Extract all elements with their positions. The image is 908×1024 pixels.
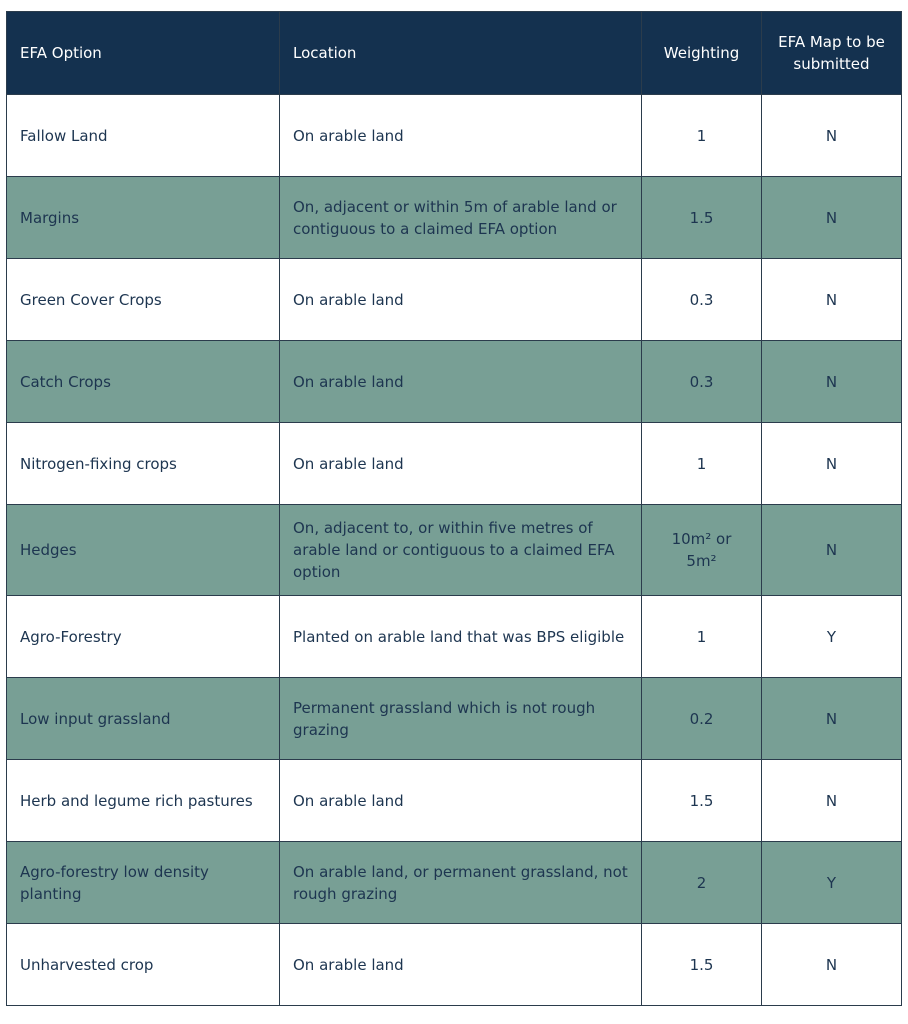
map-cell: N (762, 423, 902, 505)
weighting-cell: 1 (642, 95, 762, 177)
map-cell: N (762, 95, 902, 177)
option-cell: Agro-Forestry (7, 596, 280, 678)
map-cell: N (762, 678, 902, 760)
location-cell: On arable land (280, 924, 642, 1006)
map-cell: N (762, 505, 902, 596)
table-row (7, 259, 902, 341)
weighting-cell: 0.3 (642, 341, 762, 423)
location-cell: On arable land (280, 95, 642, 177)
table-row (7, 760, 902, 842)
header-location: Location (280, 12, 642, 95)
header-row (7, 12, 902, 95)
location-cell: On arable land (280, 423, 642, 505)
option-cell: Agro-forestry low density planting (7, 842, 280, 924)
option-cell: Hedges (7, 505, 280, 596)
weighting-cell: 0.2 (642, 678, 762, 760)
weighting-cell: 2 (642, 842, 762, 924)
location-cell: On arable land (280, 259, 642, 341)
map-cell: N (762, 177, 902, 259)
location-cell: Permanent grassland which is not rough grazing (280, 678, 642, 760)
weighting-cell: 1.5 (642, 924, 762, 1006)
weighting-cell: 1.5 (642, 177, 762, 259)
location-cell: On, adjacent or within 5m of arable land or contiguous to a claimed EFA option (280, 177, 642, 259)
table-row (7, 505, 902, 596)
table-row (7, 924, 902, 1006)
option-cell: Unharvested crop (7, 924, 280, 1006)
map-cell: N (762, 760, 902, 842)
option-cell: Low input grassland (7, 678, 280, 760)
option-cell: Catch Crops (7, 341, 280, 423)
table-body (7, 95, 902, 1006)
location-cell: On, adjacent to, or within five metres of arable land or contiguous to a claimed EFA option (280, 505, 642, 596)
table-row (7, 423, 902, 505)
table-row (7, 341, 902, 423)
map-cell: N (762, 924, 902, 1006)
efa-options-table (6, 11, 902, 1006)
header-efa-map: EFA Map to be submitted (762, 12, 902, 95)
option-cell: Herb and legume rich pastures (7, 760, 280, 842)
weighting-cell: 10m² or 5m² (642, 505, 762, 596)
map-cell: Y (762, 842, 902, 924)
map-cell: N (762, 259, 902, 341)
location-cell: On arable land, or permanent grassland, not rough grazing (280, 842, 642, 924)
weighting-cell: 1 (642, 423, 762, 505)
table-row (7, 177, 902, 259)
table-row (7, 596, 902, 678)
weighting-cell: 1.5 (642, 760, 762, 842)
option-cell: Fallow Land (7, 95, 280, 177)
map-cell: Y (762, 596, 902, 678)
header-weighting: Weighting (642, 12, 762, 95)
weighting-cell: 0.3 (642, 259, 762, 341)
weighting-cell: 1 (642, 596, 762, 678)
option-cell: Margins (7, 177, 280, 259)
table-row (7, 678, 902, 760)
location-cell: Planted on arable land that was BPS eligible (280, 596, 642, 678)
option-cell: Nitrogen-fixing crops (7, 423, 280, 505)
table-row (7, 95, 902, 177)
table-row (7, 842, 902, 924)
option-cell: Green Cover Crops (7, 259, 280, 341)
header-efa-option: EFA Option (7, 12, 280, 95)
location-cell: On arable land (280, 341, 642, 423)
location-cell: On arable land (280, 760, 642, 842)
table-header (7, 12, 902, 95)
map-cell: N (762, 341, 902, 423)
